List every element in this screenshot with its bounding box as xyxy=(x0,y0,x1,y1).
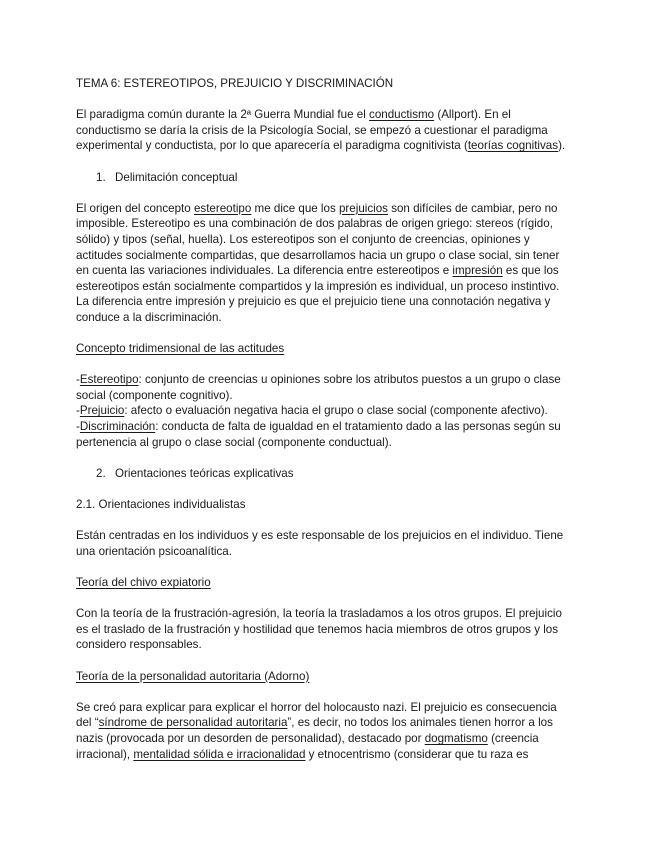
subheading-personalidad-autoritaria: Teoría de la personalidad autoritaria (Adorno) xyxy=(76,669,310,683)
paragraph-personalidad-autoritaria: Se creó para explicar para explicar el horror del holocausto nazi. El prejuicio es consecuencia del “síndrome de personalidad autoritaria”, es decir, no todos los animales tienen horror a los nazis (provocada por un desorden de personalidad), destacado por dogmatismo (creencia irracional), mentalidad sólida e irracionalidad y etnocentrismo (considerar que tu raza es xyxy=(76,700,557,761)
term-mentalidad: mentalidad sólida e irracionalidad xyxy=(133,747,306,761)
document-title: TEMA 6: ESTEREOTIPOS, PREJUICIO Y DISCRIMINACIÓN xyxy=(76,77,394,90)
term-teorias-cognitivas: teorías cognitivas xyxy=(467,139,559,153)
paragraph-estereotipo: El origen del concepto estereotipo me dice que los prejuicios son difíciles de cambiar, pero no imposible. Estereotipo es una combinación de dos palabras de origen griego: stereos (rígido, sólido) y tipos (señal, huella). Los estereotipos son el conjunto de creencias, opiniones y actitudes socialmente compartidas, que desarrollamos hacia un grupo o clase social, sin tener en cuenta las variaciones individuales. La diferencia entre estereotipos e impresión es que los estereotipos están socialmente compartidos y la impresión es individual, un proceso instintivo. La diferencia entre impresión y prejuicio es que el prejuicio tiene una connotación negativa y conduce a la discriminación. xyxy=(76,201,560,324)
paragraph-paradigm: El paradigma común durante la 2ª Guerra Mundial fue el conductismo (Allport). En el conductismo se daría la crisis de la Psicología Social, se empezó a cuestionar el paradigma experimental y conductista, por lo que aparecería el paradigma cognitivista (teorías cognitivas). xyxy=(76,108,566,153)
term-impresion: impresión xyxy=(452,264,503,278)
paragraph-chivo-expiatorio: Con la teoría de la frustración-agresión, la teoría la trasladamos a los otros grupos. El prejuicio es el traslado de la frustración y hostilidad que tenemos hacia miembros de otros grupos y los considero responsables. xyxy=(76,607,562,652)
document-page xyxy=(76,76,574,762)
term-dogmatismo: dogmatismo xyxy=(424,731,488,745)
paragraph-individualistas: Están centradas en los individuos y es este responsable de los prejuicios en el individuo. Tiene una orientación psicoanalítica. xyxy=(76,529,564,558)
attitude-components-list xyxy=(76,372,574,450)
list-item: -Discriminación: conducta de falta de igualdad en el tratamiento dado a las personas según su pertenencia al grupo o clase social (componente conductual). xyxy=(76,420,561,449)
subheading-chivo-expiatorio: Teoría del chivo expiatorio xyxy=(76,576,211,589)
heading-delimitacion: 1. Delimitación conceptual xyxy=(96,170,238,184)
term-prejuicios: prejuicios xyxy=(338,201,388,215)
heading-orientaciones: 2. Orientaciones teóricas explicativas xyxy=(96,466,294,480)
term-estereotipo: estereotipo xyxy=(193,201,252,215)
list-item: -Prejuicio: afecto o evaluación negativa hacia el grupo o clase social (componente afectivo). xyxy=(76,404,548,418)
heading-orientaciones-individualistas: 2.1. Orientaciones individualistas xyxy=(76,498,246,512)
list-item: -Estereotipo: conjunto de creencias u opiniones sobre los atributos puestos a un grupo o clase social (componente cognitivo). xyxy=(76,373,561,402)
subheading-concepto-tridimensional: Concepto tridimensional de las actitudes xyxy=(76,342,285,356)
term-sindrome: síndrome de personalidad autoritaria xyxy=(98,716,288,730)
term-conductismo: conductismo xyxy=(369,108,435,122)
